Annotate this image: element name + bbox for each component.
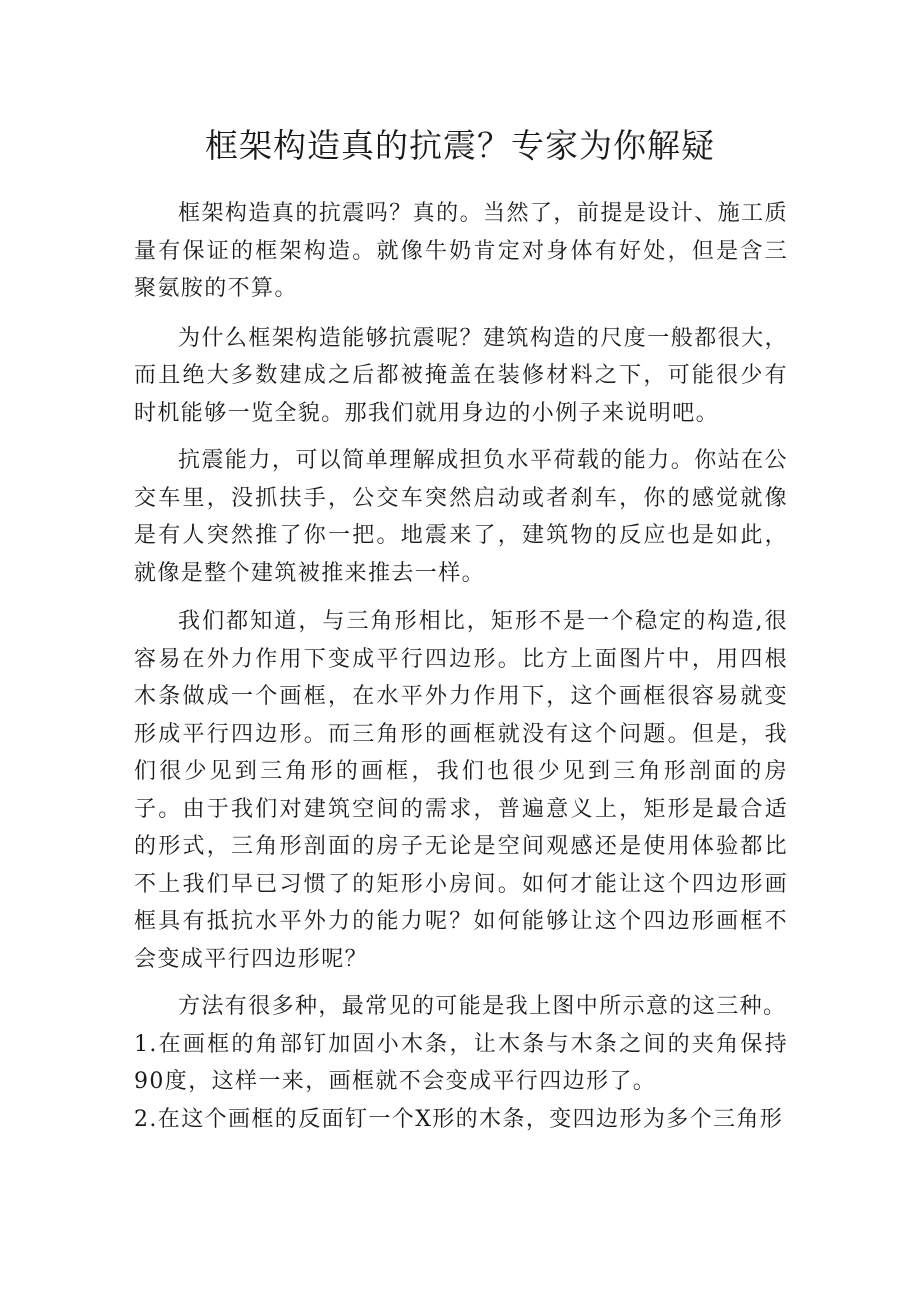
list-item-1: 1.在画框的角部钉加固小木条，让木条与木条之间的夹角保持90度，这样一来，画框就不会变成平行四边形了。 [134, 1031, 788, 1094]
paragraph-1: 框架构造真的抗震吗？真的。当然了，前提是设计、施工质量有保证的框架构造。就像牛奶肯定对身体有好处，但是含三聚氨胺的不算。 [134, 201, 788, 301]
paragraph-5: 方法有很多种，最常见的可能是我上图中所示意的这三种。 [178, 994, 787, 1019]
paragraph-4: 我们都知道，与三角形相比，矩形不是一个稳定的构造,很容易在外力作用下变成平行四边形。比方上面图片中，用四根木条做成一个画框，在水平外力作用下，这个画框很容易就变形成平行四边形。而三角形的画框就没有这个问题。但是，我们很少见到三角形的画框，我们也很少见到三角形剖面的房子。由于我们对建筑空间的需求，普遍意义上，矩形是最合适的形式，三角形剖面的房子无论是空间观感还是使用体验都比不上我们早已习惯了的矩形小房间。如何才能让这个四边形画框具有抵抗水平外力的能力呢？如何能够让这个四边形画框不会变成平行四边形呢？ [134, 609, 788, 972]
paragraph-3: 抗震能力，可以简单理解成担负水平荷载的能力。你站在公交车里，没抓扶手，公交车突然启动或者刹车，你的感觉就像是有人突然推了你一把。地震来了，建筑物的反应也是如此，就像是整个建筑被推来推去一样。 [134, 448, 788, 586]
document-body [134, 195, 788, 1138]
paragraph-2: 为什么框架构造能够抗震呢？建筑构造的尺度一般都很大，而且绝大多数建成之后都被掩盖在装修材料之下，可能很少有时机能够一览全貌。那我们就用身边的小例子来说明吧。 [134, 325, 788, 426]
document-title: 框架构造真的抗震？专家为你解疑 [205, 126, 715, 165]
list-item-2: 2.在这个画框的反面钉一个X形的木条，变四边形为多个三角形 [134, 1106, 784, 1132]
